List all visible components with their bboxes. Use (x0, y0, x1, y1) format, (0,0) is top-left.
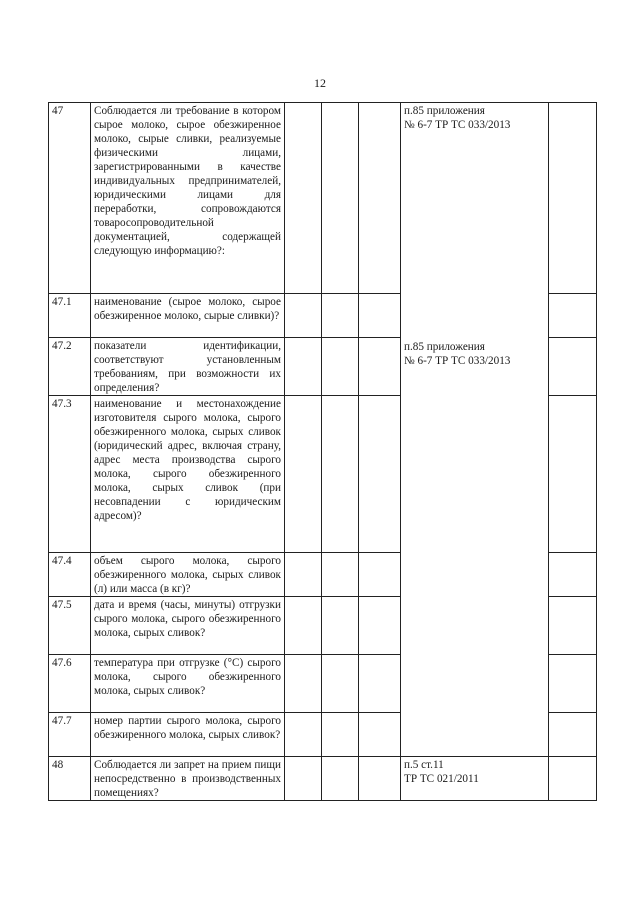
answer-na-cell (359, 713, 401, 757)
answer-yes-cell (285, 553, 322, 597)
notes-cell (549, 103, 597, 294)
answer-yes-cell (285, 103, 322, 294)
answer-na-cell (359, 597, 401, 655)
notes-cell (549, 396, 597, 553)
reference-line: п.5 ст.11 (404, 759, 444, 771)
answer-no-cell (322, 655, 359, 713)
answer-yes-cell (285, 396, 322, 553)
answer-yes-cell (285, 294, 322, 338)
reference-line: п.85 приложения (404, 105, 485, 117)
checklist-table (48, 102, 597, 801)
item-number: 47.7 (49, 713, 91, 757)
reference-line: ТР ТС 021/2011 (404, 773, 479, 785)
item-question: наименование (сырое молоко, сырое обезжиренное молоко, сырые сливки)? (91, 294, 285, 338)
notes-cell (549, 757, 597, 801)
page-number: 12 (314, 76, 326, 90)
item-number: 47 (49, 103, 91, 294)
answer-no-cell (322, 338, 359, 396)
answer-na-cell (359, 655, 401, 713)
answer-yes-cell (285, 757, 322, 801)
table-row (49, 757, 597, 801)
notes-cell (549, 597, 597, 655)
requirement-reference-cell (401, 103, 549, 757)
item-question: номер партии сырого молока, сырого обезжиренного молока, сырых сливок? (91, 713, 285, 757)
answer-no-cell (322, 294, 359, 338)
answer-na-cell (359, 338, 401, 396)
item-question: наименование и местонахождение изготовителя сырого молока, сырого обезжиренного молока, сырых сливок (юридический адрес, включая страну, адрес места производства сырого молока, сырого обезжиренного молока, сырых сливок (при несовпадении с юридическим адресом)? (91, 396, 285, 553)
item-number: 48 (49, 757, 91, 801)
answer-na-cell (359, 757, 401, 801)
notes-cell (549, 338, 597, 396)
item-number: 47.4 (49, 553, 91, 597)
item-number: 47.1 (49, 294, 91, 338)
item-question: показатели идентификации, соответствуют установленным требованиям, при возможности их определения? (91, 338, 285, 396)
answer-yes-cell (285, 713, 322, 757)
reference-line: п.85 приложения (404, 341, 485, 353)
item-question: объем сырого молока, сырого обезжиренного молока, сырых сливок (л) или масса (в кг)? (91, 553, 285, 597)
notes-cell (549, 294, 597, 338)
answer-na-cell (359, 553, 401, 597)
item-question: Соблюдается ли запрет на прием пищи непосредственно в производственных помещениях? (91, 757, 285, 801)
answer-na-cell (359, 294, 401, 338)
answer-no-cell (322, 553, 359, 597)
answer-yes-cell (285, 597, 322, 655)
notes-cell (549, 655, 597, 713)
answer-no-cell (322, 396, 359, 553)
item-question: Соблюдается ли требование в котором сырое молоко, сырое обезжиренное молоко, сырые сливки, реализуемые физическими лицами, зарегистрированными в качестве индивидуальных предпринимателей, юридическими лицами для переработки, сопровождаются товаросопроводительной документацией, содержащей следующую информацию?: (91, 103, 285, 294)
notes-cell (549, 553, 597, 597)
answer-yes-cell (285, 655, 322, 713)
item-number: 47.5 (49, 597, 91, 655)
answer-no-cell (322, 597, 359, 655)
item-question: дата и время (часы, минуты) отгрузки сырого молока, сырого обезжиренного молока, сырых сливок? (91, 597, 285, 655)
answer-no-cell (322, 103, 359, 294)
item-number: 47.6 (49, 655, 91, 713)
reference-line: № 6-7 ТР ТС 033/2013 (404, 119, 511, 131)
answer-na-cell (359, 396, 401, 553)
requirement-reference-cell (401, 757, 549, 801)
item-number: 47.2 (49, 338, 91, 396)
answer-yes-cell (285, 338, 322, 396)
notes-cell (549, 713, 597, 757)
table-row (49, 103, 597, 294)
answer-na-cell (359, 103, 401, 294)
answer-no-cell (322, 713, 359, 757)
item-number: 47.3 (49, 396, 91, 553)
item-question: температура при отгрузке (°С) сырого молока, сырого обезжиренного молока, сырых сливок? (91, 655, 285, 713)
reference-line: № 6-7 ТР ТС 033/2013 (404, 355, 511, 367)
answer-no-cell (322, 757, 359, 801)
